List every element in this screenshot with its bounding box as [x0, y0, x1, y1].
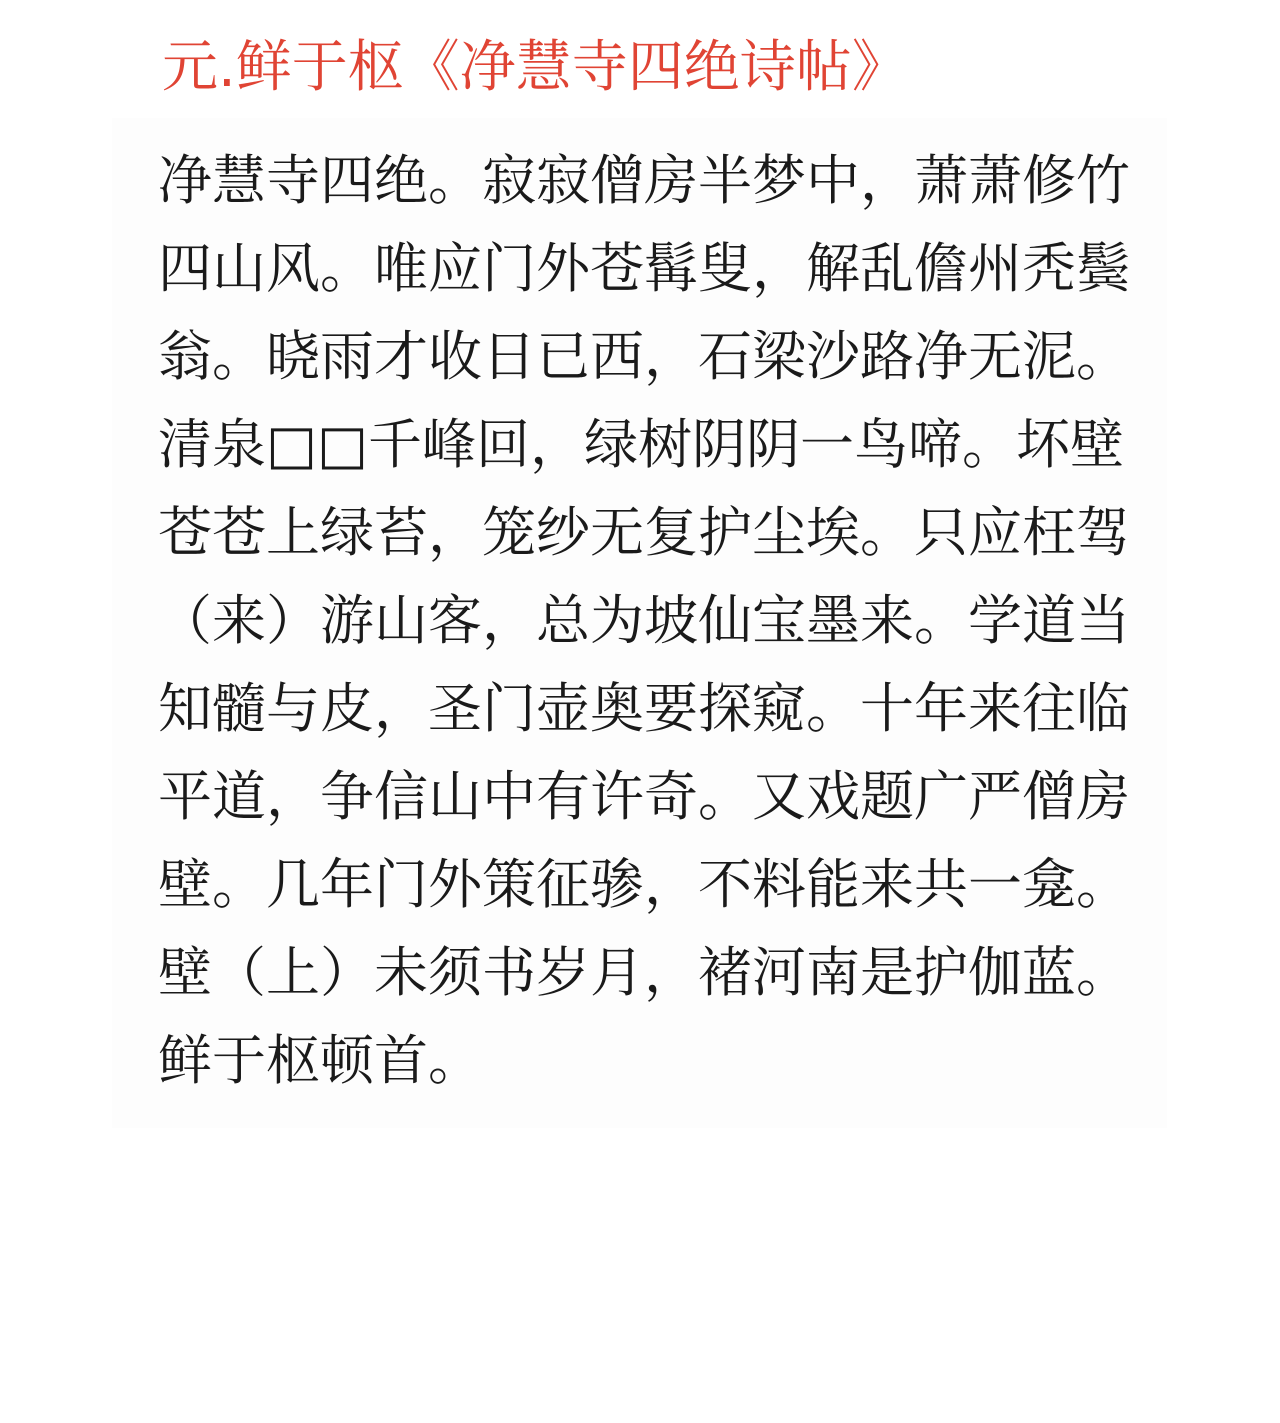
text-line: 翁。晓雨才收日已西，石梁沙路净无泥。 [158, 325, 1130, 388]
text-line: 壁（上）未须书岁月，褚河南是护伽蓝。 [158, 941, 1130, 1004]
text-line: 知髓与皮，圣门壶奥要探窥。十年来往临 [158, 677, 1130, 740]
text-line: 净慧寺四绝。寂寂僧房半梦中，萧萧修竹 [158, 149, 1130, 212]
text-line: 苍苍上绿苔，笼纱无复护尘埃。只应枉驾 [158, 501, 1130, 564]
text-line: （来）游山客，总为坡仙宝墨来。学道当 [158, 589, 1130, 652]
text-line: 平道，争信山中有许奇。又戏题广严僧房 [158, 765, 1130, 828]
page-title: 元.鲜于枢《净慧寺四绝诗帖》 [162, 35, 908, 100]
text-line: 四山风。唯应门外苍髯叟，解乱儋州秃鬓 [158, 237, 1130, 300]
text-line: 壁。几年门外策征骖，不料能来共一龛。 [158, 853, 1130, 916]
text-line: 清泉□□千峰回，绿树阴阴一鸟啼。坏壁 [158, 413, 1125, 476]
text-line: 鲜于枢顿首。 [158, 1029, 482, 1092]
